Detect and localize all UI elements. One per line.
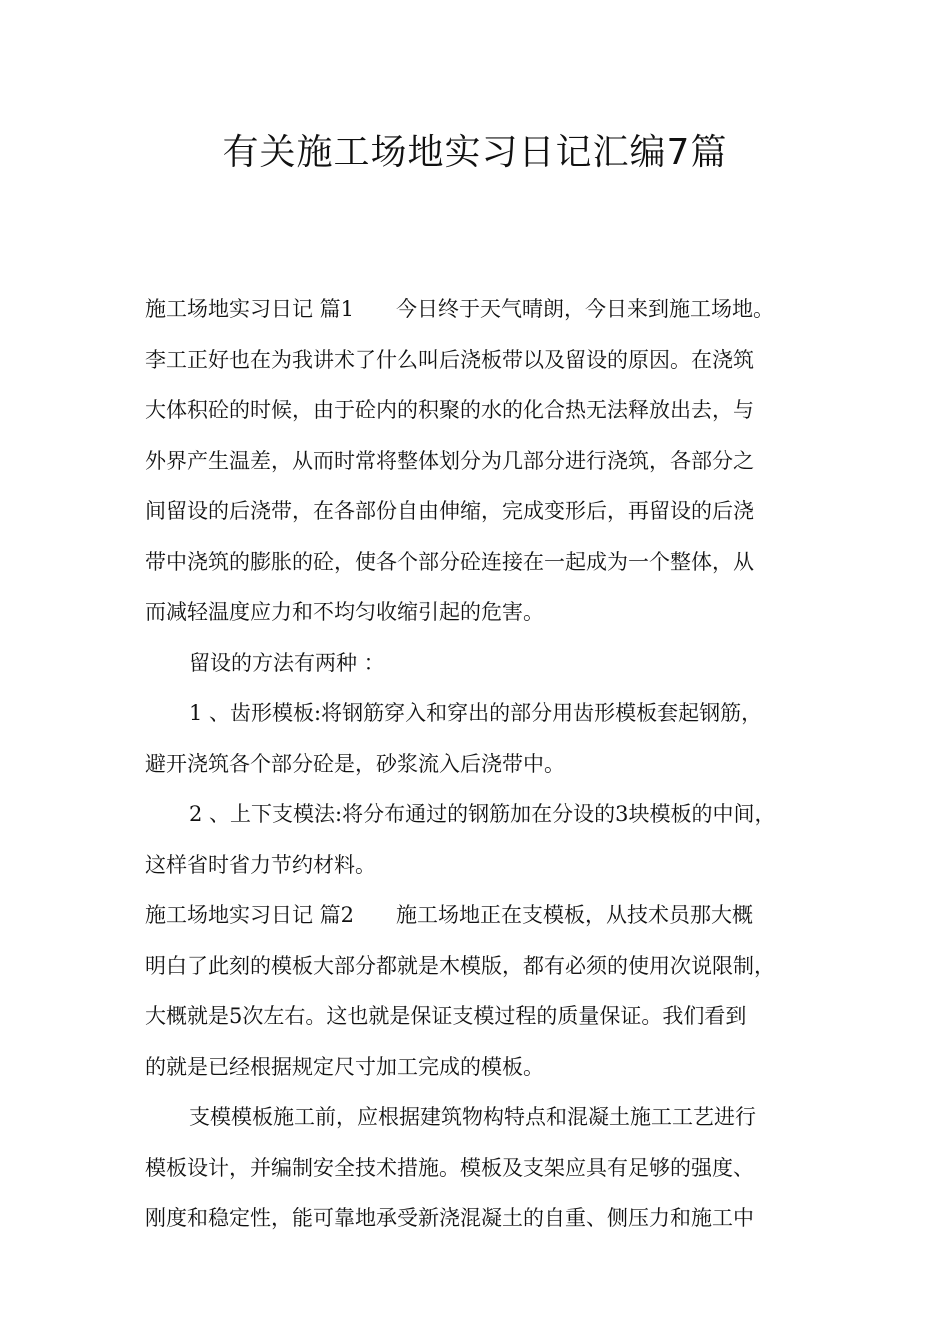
text-line: 大体积砼的时候，由于砼内的积聚的水的化合热无法释放出去，与 [145,398,754,422]
text-line: 支模模板施工前，应根据建筑物构特点和混凝土施工工艺进行 [189,1105,756,1129]
text-line: 避开浇筑各个部分砼是，砂浆流入后浇带中。 [145,751,565,776]
text-line: 明白了此刻的模板大部分都就是木模版，都有必须的使用次说限制， [145,953,775,978]
text-line: 大概就是5次左右。这也就是保证支模过程的质量保证。我们看到 [145,1004,747,1028]
text-line: 这样省时省力节约材料。 [145,852,376,877]
text-line: 刚度和稳定性，能可靠地承受新浇混凝土的自重、侧压力和施工中 [145,1206,754,1230]
text-line [145,284,835,335]
text-line: 带中浇筑的膨胀的砼，使各个部分砼连接在一起成为一个整体，从 [145,549,754,574]
text-line: 的就是已经根据规定尺寸加工完成的模板。 [145,1054,544,1079]
list-item: 2 、上下支模法:将分布通过的钢筋加在分设的3块模板的中间， [189,802,776,826]
text-line: 李工正好也在为我讲术了什么叫后浇板带以及留设的原因。在浇筑 [145,347,754,372]
section-heading-1: 施工场地实习日记 篇1 [145,297,355,321]
section-heading-2: 施工场地实习日记 篇2 [145,903,355,927]
list-item: 1 、齿形模板:将钢筋穿入和穿出的部分用齿形模板套起钢筋， [189,701,763,725]
text-line: 留设的方法有两种 ： [189,650,385,675]
text-run: 今日终于天气晴朗，今日来到施工场地。 [396,297,775,321]
document-body [145,284,835,1244]
text-line [145,890,835,941]
text-line: 而减轻温度应力和不均匀收缩引起的危害。 [145,600,544,624]
text-run: 施工场地正在支模板，从技术员那大概 [396,903,754,927]
text-line: 外界产生温差，从而时常将整体划分为几部分进行浇筑，各部分之 [145,448,754,473]
text-line: 间留设的后浇带，在各部份自由伸缩，完成变形后，再留设的后浇 [145,499,754,523]
text-line: 模板设计，并编制安全技术措施。模板及支架应具有足够的强度、 [145,1155,754,1180]
document-title: 有关施工场地实习日记汇编7篇 [222,132,728,173]
